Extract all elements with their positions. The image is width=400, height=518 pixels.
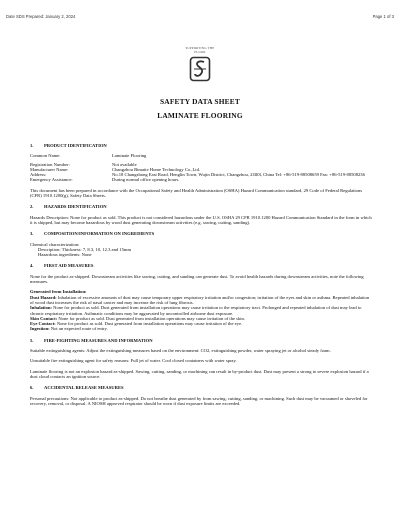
section-4-heading: 4. FIRST AID MEASURES — [30, 263, 94, 269]
product-title: LAMINATE FLOORING — [157, 111, 243, 120]
ingestion: Ingestion: Not an expected route of entry. — [30, 326, 108, 332]
registration-row: Registration Number: Not available — [30, 161, 137, 167]
dust-hazard: Dust Hazard: Inhalation of excessive amounts of dust may cause temporary upper respiratory irritation and/or congestion; irritation of the eyes and skin or asthma. Repeated inhalation of wood dust increases the risk of nasal cancer and may increase the risk of lung fibrosis. — [30, 294, 370, 305]
section-title: PRODUCT IDENTIFICATION — [44, 143, 107, 148]
emergency-row: Emergency Assistance: During normal office opening hours. — [30, 177, 180, 183]
unsuitable-agents: Unsuitable fire extinguishing agent for safety reasons: Full jet of water. Cool closed containers with water spray. — [30, 358, 237, 364]
inhalation: Inhalation: None for product as sold. Dust generated from installation operations may cause irritation to the respiratory tract. Prolonged and repeated inhalation of dust may lead to chronic respiratory irritation. Asthmatic conditions may be aggravated by uncontrolled airborne dust exposure. — [30, 305, 362, 316]
common-name-row: Common Name: Laminate Flooring — [30, 153, 147, 159]
installation-subheading: Generated from Installation: — [30, 289, 87, 295]
document-title: SAFETY DATA SHEET — [159, 97, 241, 106]
osha-note: This document has been prepared in accordance with the Occupational Safety and Health Administration (OSHA) Hazard Communication standard, 29 Code of Federal Regulations (CFR) 1910.1200(g), Safety Data Sheets. — [30, 187, 363, 199]
page-number: Page 1 of 3 — [372, 14, 394, 19]
document-body — [30, 137, 374, 406]
chemical-characterization: Chemical characterization: — [30, 241, 80, 247]
first-aid-intro: None for the product as-shipped. Downstream activities like sawing, cutting, and sanding can generate dust. To avoid health hazards during downstream activities, note the following measures. — [30, 273, 364, 285]
explosion-note: Laminate flooring is not an explosion hazard as-shipped. Sawing, cutting, sanding, or machining can result in by-product dust. Dust may present a strong to severe explosion hazard if a dust cloud contacts an ignition source. — [30, 368, 369, 379]
address-row: Address: No.18 Changzhong East Road, Henglin Town, Wujin District, Changzhou, 2l3l0l, China Tel: +86-519-88508659 Fax: +86-519-88508236 — [30, 172, 365, 178]
section-number: 1. — [30, 143, 34, 148]
company-logo — [177, 47, 223, 82]
eye-contact: Eye Contact: None for product as sold. Dust generated from installation operations may cause irritation of the eye. — [30, 321, 243, 327]
logo-emblem-icon — [189, 56, 211, 82]
skin-contact: Skin Contact: None for product as sold. Dust generated from installation operations may cause irritation of the skin. — [30, 315, 245, 321]
logo-text-top: SUPPORTING THE — [185, 46, 215, 50]
thickness-description: Description: Thickness: 7, 8.3, 10, 12.3 and 15mm — [38, 246, 132, 252]
logo-text-bottom: FLOOR — [194, 49, 206, 54]
section-1-heading — [30, 143, 374, 148]
hazards-description: Hazards Description: None for product as sold. This product is not considered hazardous under the U.S. OSHA 29 CFR 1910.1200 Hazard Communication Standard in the form in which it is shipped, but may become hazardous by wood dust generating downstream activities (e.g. sawing, cutting, sanding). — [30, 214, 372, 225]
date-prepared: Date SDS Prepared: January 2, 2024 — [6, 14, 76, 19]
section-6-heading: 6. ACCIDENTAL RELEASE MEASURES — [30, 385, 124, 391]
section-2-heading: 2. HAZARDS IDENTIFICATION — [30, 204, 107, 210]
manufacturer-row: Manufacturer Name: Changzhou Bimaite Home Technology Co.,Ltd. — [30, 166, 201, 172]
section-3-heading: 3. COMPOSITION/INFORMATION ON INGREDIENTS — [30, 231, 155, 237]
personal-precautions: Personal precautions: Not applicable to product as-shipped. Do not breathe dust generated by from sawing, cutting, sanding, or machining. Such dust may be vacuumed or shoveled for recovery, removal, or disposal. A NIOSH approved respirator should be worn if dust exposure limits are exceeded. — [30, 395, 368, 406]
hazardous-ingredients: Hazardous ingredients: None — [38, 252, 92, 258]
suitable-agents: Suitable extinguishing agents: Adjust the extinguishing measures based on the environment: CO2, extinguishing powder, water spraying jet or alcohol steady foam. — [30, 348, 331, 354]
section-5-heading: 5. FIRE-FIGHTING MEASURES AND INFORMATION — [30, 337, 153, 343]
